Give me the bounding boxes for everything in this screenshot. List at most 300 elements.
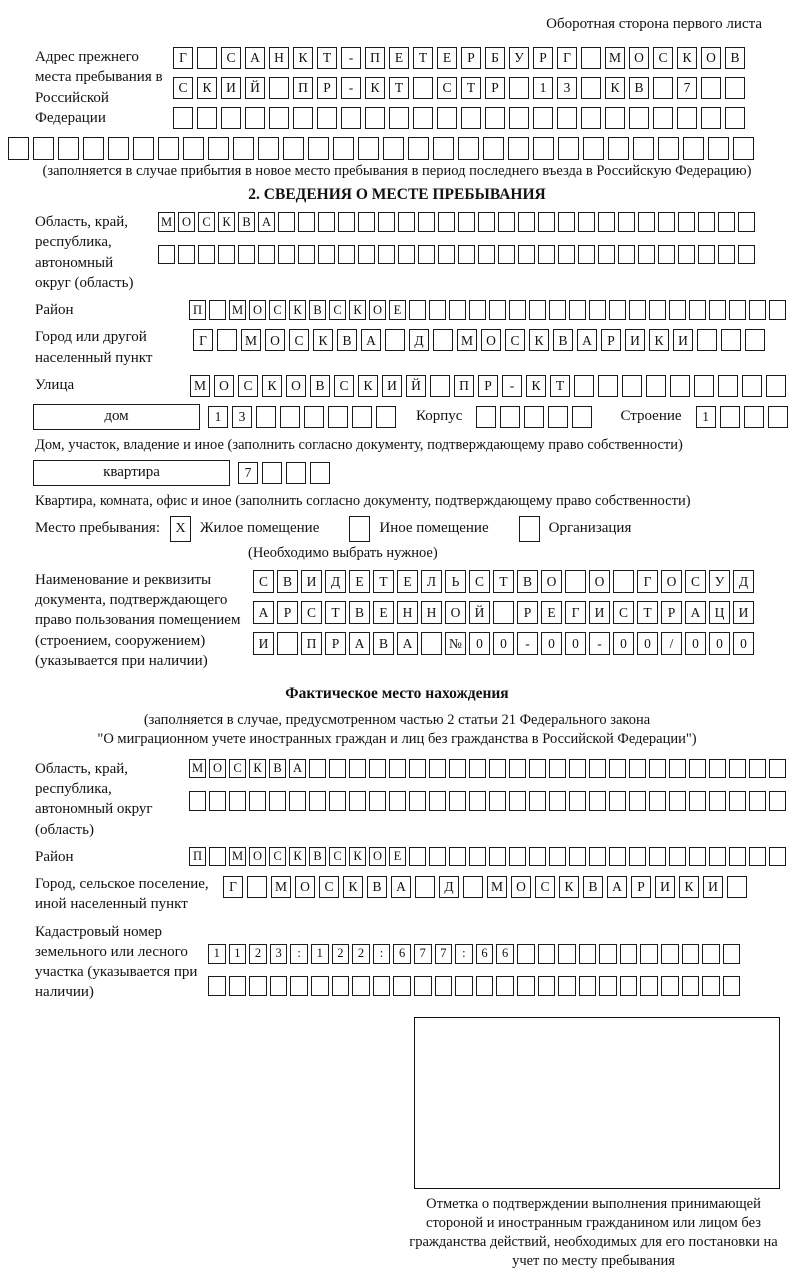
char-box-empty[interactable] xyxy=(709,759,726,779)
char-box-filled[interactable]: К xyxy=(218,212,235,232)
char-box-filled[interactable]: - xyxy=(341,47,361,69)
char-box-empty[interactable] xyxy=(429,759,446,779)
char-box-filled[interactable]: М xyxy=(487,876,507,898)
char-box-filled[interactable]: Р xyxy=(325,632,346,655)
char-box-empty[interactable] xyxy=(398,212,415,232)
char-box-empty[interactable] xyxy=(620,944,638,964)
char-box-empty[interactable] xyxy=(247,876,267,898)
char-box-filled[interactable]: Л xyxy=(421,570,442,593)
char-box-filled[interactable]: С xyxy=(289,329,309,351)
char-box-empty[interactable] xyxy=(649,759,666,779)
char-box-filled[interactable]: 3 xyxy=(270,944,288,964)
char-box-empty[interactable] xyxy=(509,77,529,99)
char-box-empty[interactable] xyxy=(304,406,324,428)
char-box-empty[interactable] xyxy=(670,375,690,397)
char-box-empty[interactable] xyxy=(209,847,226,867)
char-box-filled[interactable]: 0 xyxy=(541,632,562,655)
char-box-empty[interactable] xyxy=(328,406,348,428)
char-box-empty[interactable] xyxy=(245,107,265,129)
char-box-empty[interactable] xyxy=(318,245,335,265)
char-box-filled[interactable]: К xyxy=(293,47,313,69)
char-box-filled[interactable]: О xyxy=(249,847,266,867)
char-box-filled[interactable]: И xyxy=(253,632,274,655)
char-box-filled[interactable]: К xyxy=(358,375,378,397)
char-box-empty[interactable] xyxy=(376,406,396,428)
char-box-empty[interactable] xyxy=(649,791,666,811)
char-box-empty[interactable] xyxy=(633,137,654,160)
char-box-empty[interactable] xyxy=(332,976,350,996)
char-box-filled[interactable]: Р xyxy=(277,601,298,624)
char-box-empty[interactable] xyxy=(133,137,154,160)
char-box-filled[interactable]: К xyxy=(559,876,579,898)
char-box-filled[interactable]: : xyxy=(455,944,473,964)
char-box-empty[interactable] xyxy=(701,77,721,99)
char-box-empty[interactable] xyxy=(398,245,415,265)
apartment-boxes[interactable] xyxy=(238,462,330,484)
char-box-empty[interactable] xyxy=(269,791,286,811)
char-box-filled[interactable]: О xyxy=(178,212,195,232)
char-box-empty[interactable] xyxy=(517,944,535,964)
char-box-empty[interactable] xyxy=(658,245,675,265)
char-box-filled[interactable]: П xyxy=(301,632,322,655)
char-box-empty[interactable] xyxy=(729,300,746,320)
char-box-filled[interactable]: К xyxy=(313,329,333,351)
stay-checkbox-residential[interactable]: X xyxy=(170,516,191,542)
char-box-empty[interactable] xyxy=(338,245,355,265)
char-box-empty[interactable] xyxy=(418,212,435,232)
char-box-empty[interactable] xyxy=(598,245,615,265)
char-box-empty[interactable] xyxy=(298,245,315,265)
char-box-filled[interactable]: Р xyxy=(533,47,553,69)
char-box-filled[interactable]: М xyxy=(158,212,175,232)
char-box-empty[interactable] xyxy=(489,759,506,779)
char-box-empty[interactable] xyxy=(269,77,289,99)
char-box-empty[interactable] xyxy=(178,245,195,265)
char-box-empty[interactable] xyxy=(766,375,786,397)
char-box-empty[interactable] xyxy=(108,137,129,160)
char-box-empty[interactable] xyxy=(509,300,526,320)
char-box-empty[interactable] xyxy=(449,791,466,811)
char-box-empty[interactable] xyxy=(173,107,193,129)
char-box-empty[interactable] xyxy=(769,791,786,811)
char-box-empty[interactable] xyxy=(289,791,306,811)
char-box-filled[interactable]: Е xyxy=(541,601,562,624)
char-box-filled[interactable]: И xyxy=(589,601,610,624)
char-box-empty[interactable] xyxy=(529,300,546,320)
char-box-filled[interactable]: : xyxy=(373,944,391,964)
char-box-filled[interactable]: К xyxy=(649,329,669,351)
char-box-filled[interactable]: В xyxy=(725,47,745,69)
house-number-boxes[interactable] xyxy=(208,406,396,428)
prev-address-char-row-3[interactable] xyxy=(173,107,745,129)
char-box-empty[interactable] xyxy=(669,847,686,867)
char-box-empty[interactable] xyxy=(683,137,704,160)
char-box-empty[interactable] xyxy=(509,791,526,811)
char-box-empty[interactable] xyxy=(209,791,226,811)
char-box-filled[interactable]: П xyxy=(189,300,206,320)
char-box-filled[interactable]: - xyxy=(517,632,538,655)
char-box-filled[interactable]: Д xyxy=(733,570,754,593)
char-box-filled[interactable]: У xyxy=(709,570,730,593)
char-box-empty[interactable] xyxy=(256,406,276,428)
char-box-empty[interactable] xyxy=(769,759,786,779)
char-box-filled[interactable]: В xyxy=(238,212,255,232)
char-box-filled[interactable]: С xyxy=(329,300,346,320)
char-box-filled[interactable]: В xyxy=(310,375,330,397)
char-box-empty[interactable] xyxy=(262,462,282,484)
char-box-empty[interactable] xyxy=(669,300,686,320)
char-box-filled[interactable]: Т xyxy=(317,47,337,69)
char-box-filled[interactable]: С xyxy=(269,300,286,320)
char-box-filled[interactable]: В xyxy=(277,570,298,593)
char-box-filled[interactable]: 0 xyxy=(613,632,634,655)
char-box-empty[interactable] xyxy=(549,300,566,320)
char-box-empty[interactable] xyxy=(689,791,706,811)
char-box-empty[interactable] xyxy=(598,375,618,397)
char-box-empty[interactable] xyxy=(229,976,247,996)
char-box-filled[interactable]: В xyxy=(553,329,573,351)
char-box-empty[interactable] xyxy=(749,791,766,811)
region-char-row-1[interactable] xyxy=(158,212,755,232)
char-box-filled[interactable]: И xyxy=(703,876,723,898)
char-box-empty[interactable] xyxy=(725,107,745,129)
char-box-empty[interactable] xyxy=(723,944,741,964)
char-box-empty[interactable] xyxy=(620,976,638,996)
actual-region-char-row-2[interactable] xyxy=(189,791,786,811)
char-box-filled[interactable]: 1 xyxy=(229,944,247,964)
char-box-empty[interactable] xyxy=(669,791,686,811)
char-box-filled[interactable]: С xyxy=(301,601,322,624)
char-box-filled[interactable]: Р xyxy=(661,601,682,624)
char-box-filled[interactable]: С xyxy=(437,77,457,99)
char-box-empty[interactable] xyxy=(549,847,566,867)
document-char-row-1[interactable] xyxy=(253,570,754,593)
char-box-empty[interactable] xyxy=(558,976,576,996)
char-box-filled[interactable]: А xyxy=(349,632,370,655)
stroenie-boxes[interactable] xyxy=(696,406,788,428)
char-box-filled[interactable]: С xyxy=(319,876,339,898)
char-box-empty[interactable] xyxy=(158,245,175,265)
char-box-empty[interactable] xyxy=(599,944,617,964)
char-box-empty[interactable] xyxy=(369,759,386,779)
char-box-empty[interactable] xyxy=(373,976,391,996)
char-box-filled[interactable]: В xyxy=(583,876,603,898)
char-box-filled[interactable]: М xyxy=(229,847,246,867)
char-box-filled[interactable]: 2 xyxy=(352,944,370,964)
char-box-empty[interactable] xyxy=(478,212,495,232)
char-box-empty[interactable] xyxy=(518,212,535,232)
char-box-empty[interactable] xyxy=(725,77,745,99)
document-char-row-3[interactable] xyxy=(253,632,754,655)
char-box-empty[interactable] xyxy=(352,976,370,996)
char-box-empty[interactable] xyxy=(408,137,429,160)
char-box-filled[interactable]: П xyxy=(189,847,206,867)
char-box-empty[interactable] xyxy=(727,876,747,898)
char-box-empty[interactable] xyxy=(489,847,506,867)
char-box-empty[interactable] xyxy=(698,245,715,265)
char-box-empty[interactable] xyxy=(270,976,288,996)
char-box-filled[interactable]: О xyxy=(445,601,466,624)
char-box-filled[interactable]: - xyxy=(341,77,361,99)
char-box-filled[interactable]: - xyxy=(502,375,522,397)
region-char-row-2[interactable] xyxy=(158,245,755,265)
char-box-filled[interactable]: 1 xyxy=(696,406,716,428)
char-box-filled[interactable]: Й xyxy=(406,375,426,397)
char-box-filled[interactable]: И xyxy=(221,77,241,99)
char-box-filled[interactable]: 0 xyxy=(733,632,754,655)
char-box-empty[interactable] xyxy=(720,406,740,428)
char-box-empty[interactable] xyxy=(83,137,104,160)
char-box-filled[interactable]: К xyxy=(529,329,549,351)
char-box-filled[interactable]: Т xyxy=(413,47,433,69)
char-box-filled[interactable]: К xyxy=(289,847,306,867)
char-box-empty[interactable] xyxy=(583,137,604,160)
char-box-filled[interactable]: 1 xyxy=(533,77,553,99)
char-box-empty[interactable] xyxy=(438,212,455,232)
char-box-filled[interactable]: / xyxy=(661,632,682,655)
char-box-empty[interactable] xyxy=(308,137,329,160)
char-box-empty[interactable] xyxy=(533,107,553,129)
char-box-empty[interactable] xyxy=(605,107,625,129)
char-box-empty[interactable] xyxy=(365,107,385,129)
char-box-empty[interactable] xyxy=(310,462,330,484)
char-box-filled[interactable]: М xyxy=(457,329,477,351)
char-box-filled[interactable]: Р xyxy=(478,375,498,397)
char-box-empty[interactable] xyxy=(729,759,746,779)
char-box-empty[interactable] xyxy=(458,212,475,232)
char-box-filled[interactable]: 0 xyxy=(637,632,658,655)
char-box-empty[interactable] xyxy=(290,976,308,996)
char-box-empty[interactable] xyxy=(572,406,592,428)
char-box-filled[interactable]: 7 xyxy=(414,944,432,964)
char-box-empty[interactable] xyxy=(569,847,586,867)
char-box-empty[interactable] xyxy=(709,300,726,320)
char-box-filled[interactable]: 3 xyxy=(232,406,252,428)
char-box-empty[interactable] xyxy=(383,137,404,160)
char-box-empty[interactable] xyxy=(449,300,466,320)
char-box-filled[interactable]: И xyxy=(301,570,322,593)
char-box-empty[interactable] xyxy=(358,137,379,160)
char-box-filled[interactable]: К xyxy=(605,77,625,99)
char-box-empty[interactable] xyxy=(678,245,695,265)
char-box-empty[interactable] xyxy=(538,944,556,964)
char-box-empty[interactable] xyxy=(558,137,579,160)
char-box-filled[interactable]: О xyxy=(214,375,234,397)
char-box-filled[interactable]: М xyxy=(189,759,206,779)
char-box-filled[interactable]: О xyxy=(541,570,562,593)
char-box-empty[interactable] xyxy=(629,847,646,867)
char-box-empty[interactable] xyxy=(449,759,466,779)
char-box-empty[interactable] xyxy=(622,375,642,397)
char-box-empty[interactable] xyxy=(697,329,717,351)
cadastre-char-row-2[interactable] xyxy=(208,976,740,996)
char-box-empty[interactable] xyxy=(433,329,453,351)
char-box-filled[interactable]: В xyxy=(309,300,326,320)
char-box-empty[interactable] xyxy=(538,245,555,265)
char-box-filled[interactable]: 0 xyxy=(469,632,490,655)
char-box-empty[interactable] xyxy=(721,329,741,351)
char-box-empty[interactable] xyxy=(189,791,206,811)
char-box-empty[interactable] xyxy=(729,791,746,811)
char-box-empty[interactable] xyxy=(549,759,566,779)
char-box-empty[interactable] xyxy=(698,212,715,232)
char-box-filled[interactable]: О xyxy=(589,570,610,593)
char-box-filled[interactable]: Т xyxy=(461,77,481,99)
char-box-empty[interactable] xyxy=(437,107,457,129)
char-box-filled[interactable]: Н xyxy=(397,601,418,624)
char-box-empty[interactable] xyxy=(317,107,337,129)
char-box-filled[interactable]: 6 xyxy=(393,944,411,964)
char-box-filled[interactable]: Н xyxy=(421,601,442,624)
char-box-filled[interactable]: С xyxy=(229,759,246,779)
char-box-filled[interactable]: О xyxy=(511,876,531,898)
char-box-filled[interactable]: А xyxy=(289,759,306,779)
char-box-empty[interactable] xyxy=(433,137,454,160)
char-box-empty[interactable] xyxy=(509,847,526,867)
char-box-filled[interactable]: М xyxy=(605,47,625,69)
char-box-empty[interactable] xyxy=(609,847,626,867)
char-box-empty[interactable] xyxy=(682,976,700,996)
char-box-empty[interactable] xyxy=(768,406,788,428)
char-box-filled[interactable]: О xyxy=(481,329,501,351)
prev-address-char-row-4[interactable] xyxy=(8,137,786,160)
char-box-empty[interactable] xyxy=(233,137,254,160)
char-box-filled[interactable]: Д xyxy=(439,876,459,898)
char-box-empty[interactable] xyxy=(469,300,486,320)
char-box-empty[interactable] xyxy=(238,245,255,265)
char-box-empty[interactable] xyxy=(496,976,514,996)
char-box-filled[interactable]: Р xyxy=(631,876,651,898)
char-box-empty[interactable] xyxy=(469,847,486,867)
char-box-filled[interactable]: М xyxy=(241,329,261,351)
char-box-empty[interactable] xyxy=(733,137,754,160)
char-box-empty[interactable] xyxy=(689,759,706,779)
char-box-empty[interactable] xyxy=(298,212,315,232)
char-box-filled[interactable]: У xyxy=(509,47,529,69)
char-box-filled[interactable]: С xyxy=(505,329,525,351)
char-box-filled[interactable]: Е xyxy=(389,300,406,320)
char-box-filled[interactable]: С xyxy=(198,212,215,232)
char-box-empty[interactable] xyxy=(458,245,475,265)
char-box-empty[interactable] xyxy=(493,601,514,624)
char-box-filled[interactable]: Р xyxy=(485,77,505,99)
char-box-empty[interactable] xyxy=(678,212,695,232)
char-box-empty[interactable] xyxy=(409,791,426,811)
char-box-filled[interactable]: И xyxy=(673,329,693,351)
char-box-empty[interactable] xyxy=(723,976,741,996)
char-box-filled[interactable]: М xyxy=(271,876,291,898)
char-box-empty[interactable] xyxy=(629,300,646,320)
char-box-empty[interactable] xyxy=(478,245,495,265)
char-box-empty[interactable] xyxy=(518,245,535,265)
char-box-empty[interactable] xyxy=(430,375,450,397)
char-box-filled[interactable]: В xyxy=(349,601,370,624)
char-box-empty[interactable] xyxy=(341,107,361,129)
char-box-empty[interactable] xyxy=(208,976,226,996)
char-box-empty[interactable] xyxy=(455,976,473,996)
char-box-empty[interactable] xyxy=(508,137,529,160)
char-box-empty[interactable] xyxy=(277,632,298,655)
char-box-empty[interactable] xyxy=(258,137,279,160)
char-box-filled[interactable]: О xyxy=(295,876,315,898)
document-char-row-2[interactable] xyxy=(253,601,754,624)
char-box-empty[interactable] xyxy=(581,47,601,69)
char-box-empty[interactable] xyxy=(378,245,395,265)
char-box-empty[interactable] xyxy=(589,847,606,867)
char-box-filled[interactable]: А xyxy=(253,601,274,624)
char-box-filled[interactable]: 1 xyxy=(311,944,329,964)
char-box-empty[interactable] xyxy=(608,137,629,160)
char-box-filled[interactable]: А xyxy=(577,329,597,351)
char-box-filled[interactable]: П xyxy=(454,375,474,397)
actual-district-char-row[interactable] xyxy=(189,847,786,867)
char-box-empty[interactable] xyxy=(483,137,504,160)
char-box-empty[interactable] xyxy=(702,944,720,964)
char-box-empty[interactable] xyxy=(618,212,635,232)
char-box-filled[interactable]: С xyxy=(221,47,241,69)
char-box-empty[interactable] xyxy=(415,876,435,898)
char-box-empty[interactable] xyxy=(463,876,483,898)
char-box-empty[interactable] xyxy=(338,212,355,232)
char-box-empty[interactable] xyxy=(500,406,520,428)
char-box-empty[interactable] xyxy=(458,137,479,160)
stay-checkbox-organization[interactable] xyxy=(519,516,540,542)
char-box-empty[interactable] xyxy=(649,300,666,320)
char-box-filled[interactable]: К xyxy=(526,375,546,397)
char-box-filled[interactable]: Ц xyxy=(709,601,730,624)
char-box-empty[interactable] xyxy=(558,245,575,265)
char-box-empty[interactable] xyxy=(609,300,626,320)
char-box-empty[interactable] xyxy=(198,245,215,265)
char-box-filled[interactable]: М xyxy=(229,300,246,320)
char-box-empty[interactable] xyxy=(278,245,295,265)
char-box-empty[interactable] xyxy=(649,847,666,867)
char-box-filled[interactable]: А xyxy=(245,47,265,69)
char-box-empty[interactable] xyxy=(229,791,246,811)
char-box-filled[interactable]: С xyxy=(253,570,274,593)
char-box-filled[interactable]: Е xyxy=(397,570,418,593)
char-box-empty[interactable] xyxy=(658,137,679,160)
char-box-empty[interactable] xyxy=(653,107,673,129)
char-box-filled[interactable]: Ь xyxy=(445,570,466,593)
char-box-empty[interactable] xyxy=(589,791,606,811)
char-box-empty[interactable] xyxy=(702,976,720,996)
char-box-empty[interactable] xyxy=(498,212,515,232)
char-box-filled[interactable]: - xyxy=(589,632,610,655)
char-box-empty[interactable] xyxy=(280,406,300,428)
char-box-empty[interactable] xyxy=(183,137,204,160)
char-box-empty[interactable] xyxy=(769,847,786,867)
char-box-empty[interactable] xyxy=(469,791,486,811)
char-box-empty[interactable] xyxy=(409,759,426,779)
char-box-empty[interactable] xyxy=(269,107,289,129)
char-box-empty[interactable] xyxy=(569,791,586,811)
char-box-filled[interactable]: К xyxy=(262,375,282,397)
char-box-empty[interactable] xyxy=(558,944,576,964)
korpus-boxes[interactable] xyxy=(476,406,592,428)
char-box-empty[interactable] xyxy=(548,406,568,428)
char-box-empty[interactable] xyxy=(749,759,766,779)
char-box-empty[interactable] xyxy=(311,976,329,996)
char-box-empty[interactable] xyxy=(349,759,366,779)
char-box-empty[interactable] xyxy=(749,300,766,320)
char-box-empty[interactable] xyxy=(718,245,735,265)
char-box-empty[interactable] xyxy=(618,245,635,265)
char-box-filled[interactable]: 1 xyxy=(208,406,228,428)
char-box-filled[interactable]: А xyxy=(391,876,411,898)
char-box-empty[interactable] xyxy=(352,406,372,428)
char-box-empty[interactable] xyxy=(461,107,481,129)
